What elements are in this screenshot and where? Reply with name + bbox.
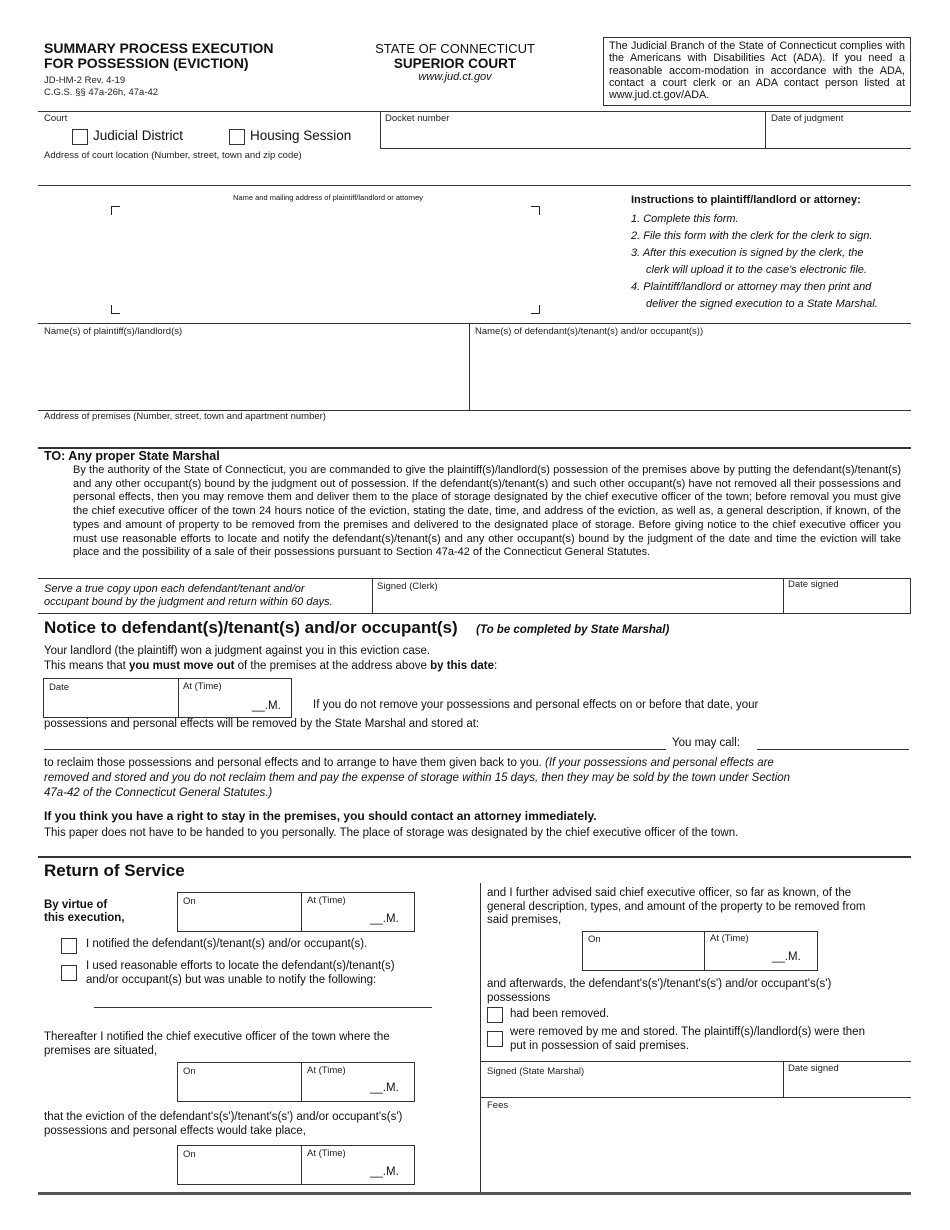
- stored-label: [510, 1025, 865, 1053]
- fees-label: Fees: [487, 1100, 509, 1111]
- divider: [301, 892, 302, 931]
- corner-mark: [111, 206, 120, 215]
- service-date-box: [177, 892, 415, 932]
- divider: [38, 185, 911, 186]
- move-out-date-box: [43, 678, 292, 718]
- divider: [301, 1145, 302, 1184]
- serve-instructions: [44, 583, 333, 609]
- divider: [480, 1097, 911, 1098]
- move-out-meridiem: __.M.: [252, 700, 281, 712]
- service-time-label[interactable]: At (Time): [307, 895, 346, 906]
- to-marshal-body: By the authority of the State of Connecticut, you are commanded to give the plaintiff(s)/landlord(s) possession of the premises above by putting the defendant(s)/tenant(s) and any other occupant(s) bound by the judgment out of possession. If the defendant(s)/tenant(s) and such other occupant(s) have not removed all their possessions and personal effects, then you may remove them and deliver them to the place of storage designated by the chief executive officer of the town; before removal you must give the chief executive officer of the town 24 hours notice of the eviction, stating the date, time, and address of the eviction, as well as, a general description, if known, of the types and amount of property to be removed from the premises and delivered to the designated place of storage. Before giving notice to the chief executive officer you must use reasonable efforts to locate and notify the defendant(s)/tenant(s) and any other occupant(s) bound by the judgment of the date and time the eviction will take place and the possibility of a sale of their possessions pursuant to Section 47a-42 of the Connecticut General Statutes.: [73, 464, 901, 559]
- phone-line[interactable]: [757, 749, 909, 750]
- form-id-block: [44, 75, 158, 99]
- premises-label: Address of premises (Number, street, town and apartment number): [44, 411, 326, 422]
- divider: [783, 1061, 784, 1098]
- storage-address-line[interactable]: [44, 749, 666, 750]
- marshal-signature-field[interactable]: [488, 1078, 776, 1096]
- judicial-district-label: Judicial District: [93, 128, 184, 143]
- notice-line2-b: you must move out: [129, 660, 235, 672]
- reclaim-d: 47a-42 of the Connecticut General Statutes.): [44, 787, 273, 799]
- by-virtue-line2: this execution,: [44, 912, 125, 924]
- date-judgment-label: Date of judgment: [771, 113, 844, 124]
- docket-label: Docket number: [385, 113, 450, 124]
- instructions-list: [631, 211, 878, 313]
- ada-notice: The Judicial Branch of the State of Connecticut complies with the Americans with Disabilities Act (ADA). If you need a reasonable accom-modation in accordance with the ADA, contact a court clerk or an ADA contact person listed at www.jud.ct.gov/ADA.: [609, 40, 905, 102]
- move-out-time-label[interactable]: At (Time): [183, 681, 222, 692]
- reclaim-b: (If your possessions and personal effects are: [544, 757, 774, 769]
- eviction-line1: that the eviction of the defendant's(s')/tenant's(s') and/or occupant's(s'): [44, 1111, 403, 1123]
- notice-line2-a: This means that: [44, 660, 130, 672]
- divider: [178, 678, 179, 717]
- mailing-address-field[interactable]: [123, 214, 523, 302]
- notice-final-line: This paper does not have to be handed to you personally. The place of storage was designated by the chief executive officer of the town.: [44, 827, 739, 839]
- further-line3: said premises,: [487, 914, 562, 926]
- notice-line2-d: by this date: [430, 660, 494, 672]
- notice-line4: possessions and personal effects will be removed by the State Marshal and stored at:: [44, 718, 480, 730]
- eviction-meridiem: __.M.: [370, 1166, 399, 1178]
- notice-line2-e: :: [493, 660, 498, 672]
- eviction-time-label[interactable]: At (Time): [307, 1148, 346, 1159]
- clerk-signature-field[interactable]: [378, 594, 778, 612]
- stored-line2: put in possession of said premises.: [510, 1040, 689, 1052]
- reclaim-c: removed and stored and you do not reclaim them and pay the expense of storage within 15 days, then they may be sold by the town under Section: [44, 772, 791, 784]
- notice-subheading: (To be completed by State Marshal): [476, 624, 670, 636]
- thereafter: [44, 1030, 390, 1058]
- efforts-line2: and/or occupant(s) but was unable to notify the following:: [86, 973, 377, 986]
- unable-notify-line[interactable]: [94, 1007, 432, 1008]
- form-id: JD-HM-2 Rev. 4-19: [44, 75, 126, 86]
- divider: [372, 578, 373, 614]
- divider: [380, 111, 381, 149]
- afterwards-line1: and afterwards, the defendant's(s')/tenant's(s') and/or occupant's(s'): [487, 978, 832, 990]
- further-line1: and I further advised said chief executive officer, so far as known, of the: [487, 887, 852, 899]
- instruction-step: deliver the signed execution to a State Marshal.: [646, 298, 878, 310]
- serve-line2: occupant bound by the judgment and return within 60 days.: [44, 596, 333, 608]
- to-marshal-heading: TO: Any proper State Marshal: [44, 449, 220, 463]
- further-line2: general description, types, and amount of the property to be removed from: [487, 900, 866, 913]
- corner-mark: [531, 206, 540, 215]
- divider: [480, 883, 481, 1193]
- reclaim-a: to reclaim those possessions and personal effects and to arrange to have them given back to you.: [44, 757, 545, 769]
- form-title: [44, 41, 273, 71]
- thereafter-line2: premises are situated,: [44, 1045, 158, 1057]
- notice-line2-c: of the premises at the address above: [234, 660, 431, 672]
- signed-clerk-label: Signed (Clerk): [377, 581, 438, 592]
- form-statutes: C.G.S. §§ 47a-26h, 47a-42: [44, 87, 159, 98]
- notified-label: I notified the defendant(s)/tenant(s) and/or occupant(s).: [86, 938, 368, 950]
- divider: [480, 1061, 911, 1062]
- plaintiff-label: Name(s) of plaintiff(s)/landlord(s): [44, 326, 183, 337]
- ada-box: [603, 37, 911, 106]
- bottom-rule: [38, 1192, 911, 1195]
- removed-checkbox[interactable]: [487, 1007, 503, 1023]
- divider: [380, 148, 911, 149]
- court-website: www.jud.ct.gov: [418, 71, 492, 83]
- divider: [301, 1062, 302, 1101]
- instructions-title: Instructions to plaintiff/landlord or attorney:: [631, 194, 861, 206]
- afterwards-line2: possessions: [487, 991, 551, 1004]
- divider: [469, 323, 470, 411]
- form-title-line1: SUMMARY PROCESS EXECUTION: [44, 40, 274, 56]
- stored-line1: were removed by me and stored. The plaintiff(s)/landlord(s) were then: [510, 1026, 865, 1038]
- eviction-date-box: [177, 1145, 415, 1185]
- removed-label: had been removed.: [510, 1008, 610, 1020]
- instruction-step: 2. File this form with the clerk for the clerk to sign.: [631, 230, 873, 242]
- defendant-field[interactable]: [475, 340, 905, 408]
- notified-checkbox[interactable]: [61, 938, 77, 954]
- instruction-step: clerk will upload it to the case's electronic file.: [646, 264, 867, 276]
- court-name: SUPERIOR COURT: [393, 56, 517, 71]
- housing-session-checkbox[interactable]: [229, 129, 245, 145]
- notified-on-label[interactable]: On: [183, 1066, 196, 1077]
- you-may-call-label: You may call:: [672, 737, 740, 749]
- state-name: STATE OF CONNECTICUT: [375, 41, 535, 56]
- notice-heading-row: [44, 618, 669, 638]
- divider: [910, 578, 911, 614]
- service-on-label[interactable]: On: [183, 896, 196, 907]
- efforts-checkbox[interactable]: [61, 965, 77, 981]
- stored-checkbox[interactable]: [487, 1031, 503, 1047]
- divider: [783, 578, 784, 614]
- return-heading: Return of Service: [44, 861, 185, 880]
- advised-meridiem: __.M.: [772, 951, 801, 963]
- form-title-line2: FOR POSSESSION (EVICTION): [44, 55, 249, 71]
- efforts-label: [86, 960, 395, 987]
- date-signed-label: Date signed: [788, 579, 839, 590]
- corner-mark: [531, 305, 540, 314]
- corner-mark: [111, 305, 120, 314]
- divider: [765, 111, 766, 149]
- court-heading: [345, 41, 565, 83]
- notice-line3: If you do not remove your possessions and personal effects on or before that date, your: [313, 699, 759, 711]
- advised-on-label[interactable]: On: [588, 934, 601, 945]
- instruction-step: 1. Complete this form.: [631, 213, 739, 225]
- move-out-date-label[interactable]: Date: [49, 682, 70, 693]
- divider: [38, 323, 911, 324]
- notice-line1: Your landlord (the plaintiff) won a judgment against you in this eviction case.: [44, 645, 431, 657]
- thereafter-line1: Thereafter I notified the chief executive officer of the town where the: [44, 1031, 390, 1043]
- divider: [38, 856, 911, 858]
- notified-meridiem: __.M.: [370, 1082, 399, 1094]
- afterwards: [487, 978, 831, 1005]
- service-meridiem: __.M.: [370, 913, 399, 925]
- reclaim-paragraph: [44, 756, 906, 801]
- by-virtue: [44, 899, 125, 925]
- court-address-label: Address of court location (Number, street, town and zip code): [44, 150, 302, 161]
- divider: [38, 578, 911, 579]
- instruction-step: 4. Plaintiff/landlord or attorney may then print and: [631, 281, 872, 293]
- return-date-signed-label: Date signed: [788, 1063, 839, 1074]
- court-label: Court: [44, 113, 68, 124]
- mailing-address-label: Name and mailing address of plaintiff/landlord or attorney: [233, 193, 423, 202]
- by-virtue-line1: By virtue of: [44, 899, 108, 911]
- eviction-on-label[interactable]: On: [183, 1149, 196, 1160]
- signed-marshal-label: Signed (State Marshal): [487, 1066, 585, 1077]
- housing-session-label: Housing Session: [250, 128, 352, 143]
- notice-heading: Notice to defendant(s)/tenant(s) and/or occupant(s): [44, 618, 458, 637]
- serve-line1: Serve a true copy upon each defendant/tenant and/or: [44, 583, 305, 595]
- divider: [704, 931, 705, 970]
- fees-field[interactable]: [488, 1114, 904, 1188]
- notified-time-label[interactable]: At (Time): [307, 1065, 346, 1076]
- divider: [38, 111, 911, 112]
- defendant-label: Name(s) of defendant(s)/tenant(s) and/or occupant(s)): [475, 326, 704, 337]
- advised-time-label[interactable]: At (Time): [710, 933, 749, 944]
- judicial-district-checkbox[interactable]: [72, 129, 88, 145]
- notice-line2: [44, 660, 497, 672]
- efforts-line1: I used reasonable efforts to locate the defendant(s)/tenant(s): [86, 960, 395, 972]
- eviction-line2: possessions and personal effects would take place,: [44, 1125, 306, 1137]
- premises-field[interactable]: [44, 424, 904, 444]
- divider: [38, 613, 911, 614]
- eviction-time-text: [44, 1110, 402, 1138]
- further-advised: [487, 887, 865, 928]
- instruction-step: 3. After this execution is signed by the clerk, the: [631, 247, 864, 259]
- plaintiff-field[interactable]: [44, 340, 464, 408]
- attorney-notice: If you think you have a right to stay in the premises, you should contact an attorney immediately.: [44, 809, 597, 823]
